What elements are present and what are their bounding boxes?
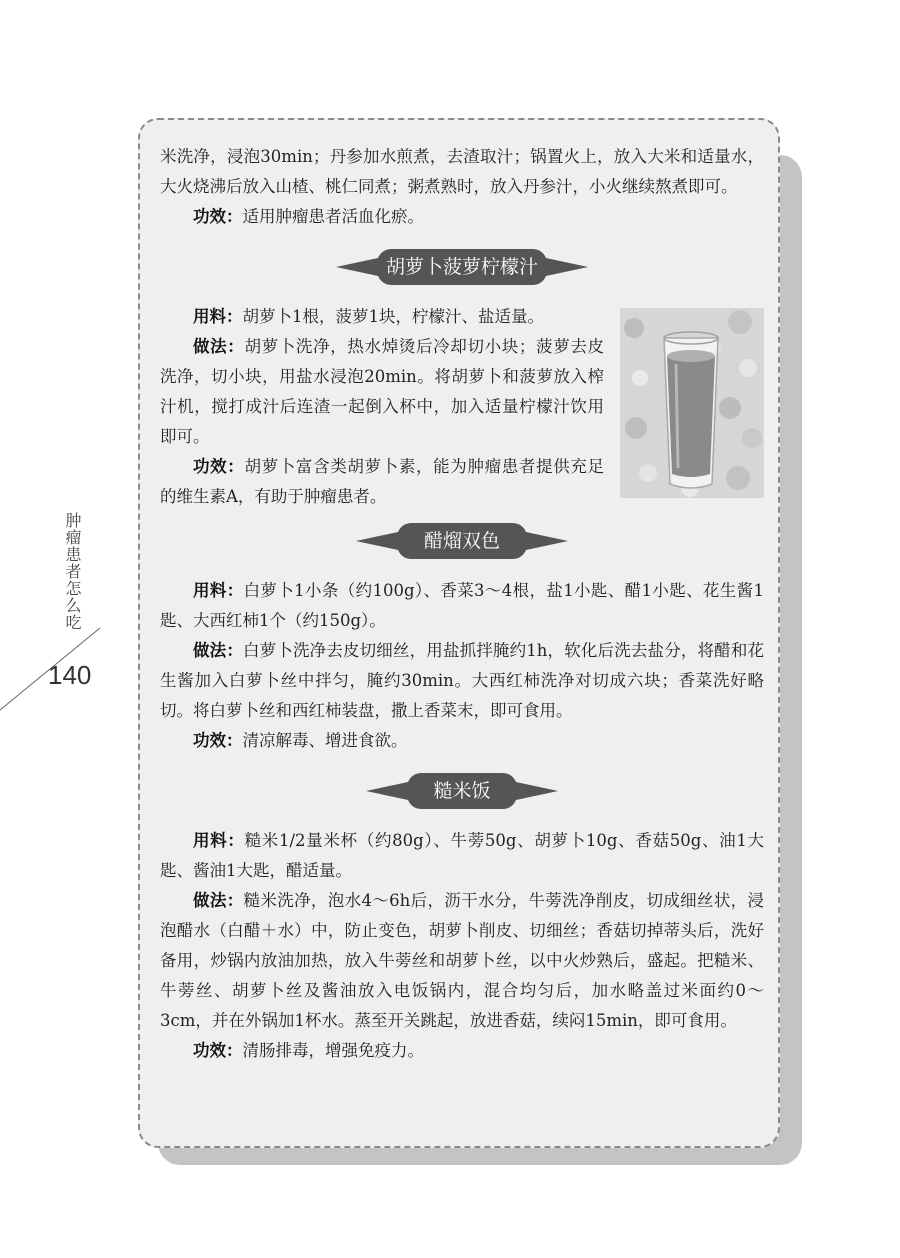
recipe-title: 胡萝卜菠萝柠檬汁 [385,256,538,278]
ingredients [160,826,764,886]
method-text: 白萝卜洗净去皮切细丝，用盐抓拌腌约1h，软化后洗去盐分，将醋和花生酱加入白萝卜丝中拌匀，腌约30min。大西红柿洗净对切成六块；香菜洗好略切。将白萝卜丝和西红柿装盘，撒上香菜末，即可食用。 [160,641,765,720]
intro-method-text: 米洗净，浸泡30min；丹参加水煎煮，去渣取汁；锅置火上，放入大米和适量水，大火烧沸后放入山楂、桃仁同煮；粥煮熟时，放入丹参汁，小火继续熬煮即可。 [160,147,764,196]
method-text: 胡萝卜洗净，热水焯烫后冷却切小块；菠萝去皮洗净，切小块，用盐水浸泡20min。将胡萝卜和菠萝放入榨汁机，搅打成汁后连渣一起倒入杯中，加入适量柠檬汁饮用即可。 [160,337,605,446]
side-book-title: 肿瘤患者怎么吃 [63,512,82,631]
effect-text: 胡萝卜富含类胡萝卜素，能为肿瘤患者提供充足的维生素A，有助于肿瘤患者。 [160,457,605,506]
ingredients-text: 胡萝卜1根，菠萝1块，柠檬汁、盐适量。 [242,307,544,326]
recipe-title-banner [160,770,764,812]
effect-label: 功效： [193,457,245,476]
effect-text: 适用肿瘤患者活血化瘀。 [242,207,424,226]
ingredients-text: 白萝卜1小条（约100g）、香菜3～4根，盐1小匙、醋1小匙、花生酱1匙、大西红柿1个（约150g）。 [160,581,764,630]
effect-label: 功效： [193,731,243,750]
method [160,636,764,726]
effect-text: 清凉解毒、增进食欲。 [242,731,408,750]
ingredients [160,576,764,636]
recipe-title: 糙米饭 [433,780,491,802]
method-text: 糙米洗净，泡水4～6h后，沥干水分，牛蒡洗净削皮，切成细丝状，浸泡醋水（白醋＋水）中，防止变色，胡萝卜削皮、切细丝；香菇切掉蒂头后，洗好备用，炒锅内放油加热，放入牛蒡丝和胡萝卜丝，以中火炒熟后，盛起。把糙米、牛蒡丝、胡萝卜丝及酱油放入电饭锅内，混合均匀后，加水略盖过米面约0～3cm，并在外锅加1杯水。蒸至开关跳起，放进香菇，续闷15min，即可食用。 [160,891,765,1030]
method-label: 做法： [193,891,244,910]
ingredients-label: 用料： [193,307,243,326]
effect-text: 清肠排毒，增强免疫力。 [242,1041,424,1060]
method [160,886,764,1036]
method-label: 做法： [193,641,243,660]
ingredients-label: 用料： [193,581,244,600]
recipe-title: 醋熘双色 [423,530,500,552]
ingredients-text: 糙米1/2量米杯（约80g）、牛蒡50g、胡萝卜10g、香菇50g、油1大匙、酱油1大匙，醋适量。 [160,831,765,880]
method-label: 做法： [193,337,245,356]
effect-label: 功效： [193,1041,243,1060]
recipe-content [160,142,764,1066]
recipe-title-banner [160,246,764,288]
recipe-title-banner [160,520,764,562]
effect [160,1036,764,1066]
ingredients-label: 用料： [193,831,245,850]
effect [160,726,764,756]
page-number: 140 [48,660,92,690]
juice-glass-photo [620,308,764,498]
effect-label: 功效： [193,207,243,226]
juice-glass-image [620,308,764,498]
intro-effect [160,202,764,232]
